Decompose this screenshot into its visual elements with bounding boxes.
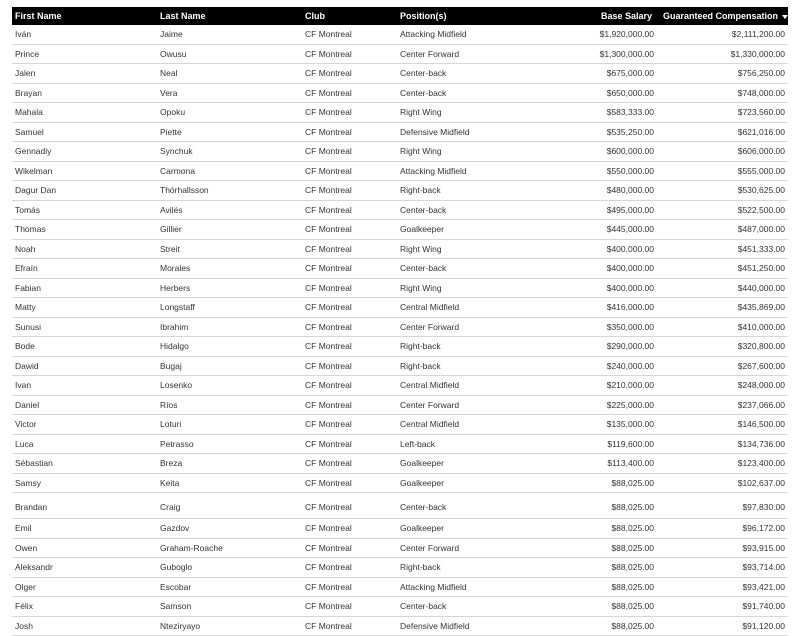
cell-first-name: Samuel (12, 122, 160, 142)
cell-position: Center-back (400, 200, 545, 220)
cell-base-salary: $675,000.00 (545, 64, 654, 84)
cell-guaranteed-compensation: $1,330,000.00 (654, 44, 788, 64)
cell-guaranteed-compensation: $748,000.00 (654, 83, 788, 103)
cell-base-salary: $88,025.00 (545, 493, 654, 519)
cell-position: Center-back (400, 83, 545, 103)
cell-base-salary: $350,000.00 (545, 317, 654, 337)
cell-last-name: Gazdov (160, 519, 305, 539)
cell-position: Attacking Midfield (400, 161, 545, 181)
cell-last-name: Avilés (160, 200, 305, 220)
cell-guaranteed-compensation: $146,500.00 (654, 415, 788, 435)
table-row (12, 395, 788, 415)
cell-guaranteed-compensation: $2,111,200.00 (654, 25, 788, 44)
cell-first-name: Emil (12, 519, 160, 539)
cell-position: Right-back (400, 356, 545, 376)
table-row (12, 83, 788, 103)
cell-first-name: Efraín (12, 259, 160, 279)
cell-club: CF Montreal (305, 103, 400, 123)
cell-base-salary: $1,300,000.00 (545, 44, 654, 64)
table-row (12, 64, 788, 84)
cell-base-salary: $400,000.00 (545, 278, 654, 298)
table-row (12, 220, 788, 240)
cell-last-name: Carmona (160, 161, 305, 181)
cell-first-name: Brandan (12, 493, 160, 519)
cell-first-name: Prince (12, 44, 160, 64)
cell-last-name: Guboglo (160, 558, 305, 578)
table-row (12, 298, 788, 318)
table-row (12, 200, 788, 220)
cell-base-salary: $88,025.00 (545, 519, 654, 539)
cell-first-name: Sunusi (12, 317, 160, 337)
table-row (12, 25, 788, 44)
cell-base-salary: $88,025.00 (545, 616, 654, 636)
cell-guaranteed-compensation: $530,625.00 (654, 181, 788, 201)
cell-first-name: Wikelman (12, 161, 160, 181)
cell-last-name: Losenko (160, 376, 305, 396)
cell-base-salary: $290,000.00 (545, 337, 654, 357)
cell-first-name: Mahala (12, 103, 160, 123)
table-row (12, 473, 788, 493)
cell-base-salary: $119,600.00 (545, 434, 654, 454)
table-row (12, 577, 788, 597)
cell-position: Attacking Midfield (400, 25, 545, 44)
table-header (12, 7, 788, 25)
cell-guaranteed-compensation: $606,000.00 (654, 142, 788, 162)
column-header-position[interactable]: Position(s) (400, 11, 447, 21)
table-row (12, 44, 788, 64)
cell-base-salary: $135,000.00 (545, 415, 654, 435)
cell-base-salary: $88,025.00 (545, 538, 654, 558)
cell-first-name: Matty (12, 298, 160, 318)
cell-first-name: Jalen (12, 64, 160, 84)
cell-guaranteed-compensation: $102,637.00 (654, 473, 788, 493)
cell-first-name: Félix (12, 597, 160, 617)
cell-club: CF Montreal (305, 200, 400, 220)
cell-base-salary: $113,400.00 (545, 454, 654, 474)
cell-position: Goalkeeper (400, 454, 545, 474)
column-header-last-name[interactable]: Last Name (160, 11, 206, 21)
cell-club: CF Montreal (305, 161, 400, 181)
cell-first-name: Aleksandr (12, 558, 160, 578)
cell-position: Right-back (400, 337, 545, 357)
cell-base-salary: $88,025.00 (545, 597, 654, 617)
cell-last-name: Opoku (160, 103, 305, 123)
table-row (12, 597, 788, 617)
cell-guaranteed-compensation: $97,830.00 (654, 493, 788, 519)
table-row (12, 259, 788, 279)
cell-position: Right Wing (400, 278, 545, 298)
column-header-guaranteed-compensation[interactable] (654, 7, 788, 25)
cell-last-name: Jaime (160, 25, 305, 44)
cell-club: CF Montreal (305, 278, 400, 298)
sort-down-icon[interactable] (782, 15, 788, 19)
cell-position: Right Wing (400, 103, 545, 123)
cell-base-salary: $650,000.00 (545, 83, 654, 103)
table-row (12, 103, 788, 123)
cell-first-name: Sébastian (12, 454, 160, 474)
cell-first-name: Luca (12, 434, 160, 454)
cell-position: Defensive Midfield (400, 616, 545, 636)
cell-last-name: Gillier (160, 220, 305, 240)
cell-club: CF Montreal (305, 337, 400, 357)
cell-guaranteed-compensation: $723,560.00 (654, 103, 788, 123)
cell-position: Goalkeeper (400, 519, 545, 539)
cell-last-name: Neal (160, 64, 305, 84)
cell-first-name: Gennadiy (12, 142, 160, 162)
column-header-base-salary[interactable]: Base Salary (600, 11, 652, 21)
table-row (12, 337, 788, 357)
cell-position: Center Forward (400, 395, 545, 415)
cell-position: Center-back (400, 64, 545, 84)
table-row (12, 376, 788, 396)
cell-last-name: Escobar (160, 577, 305, 597)
cell-first-name: Tomás (12, 200, 160, 220)
cell-guaranteed-compensation: $522,500.00 (654, 200, 788, 220)
cell-position: Left-back (400, 434, 545, 454)
cell-first-name: Bode (12, 337, 160, 357)
cell-last-name: Samson (160, 597, 305, 617)
cell-base-salary: $88,025.00 (545, 473, 654, 493)
table-body (12, 25, 788, 636)
cell-guaranteed-compensation: $451,250.00 (654, 259, 788, 279)
cell-guaranteed-compensation: $410,000.00 (654, 317, 788, 337)
cell-guaranteed-compensation: $248,000.00 (654, 376, 788, 396)
cell-base-salary: $480,000.00 (545, 181, 654, 201)
cell-last-name: Morales (160, 259, 305, 279)
cell-base-salary: $88,025.00 (545, 577, 654, 597)
cell-club: CF Montreal (305, 597, 400, 617)
cell-position: Center-back (400, 259, 545, 279)
cell-position: Attacking Midfield (400, 577, 545, 597)
cell-guaranteed-compensation: $93,714.00 (654, 558, 788, 578)
cell-first-name: Noah (12, 239, 160, 259)
cell-last-name: Breza (160, 454, 305, 474)
cell-position: Goalkeeper (400, 220, 545, 240)
cell-base-salary: $535,250.00 (545, 122, 654, 142)
cell-base-salary: $495,000.00 (545, 200, 654, 220)
cell-last-name: Vera (160, 83, 305, 103)
cell-position: Center Forward (400, 317, 545, 337)
cell-last-name: Ibrahim (160, 317, 305, 337)
table-row (12, 454, 788, 474)
cell-first-name: Owen (12, 538, 160, 558)
cell-club: CF Montreal (305, 83, 400, 103)
table-row (12, 181, 788, 201)
cell-club: CF Montreal (305, 317, 400, 337)
cell-club: CF Montreal (305, 259, 400, 279)
cell-club: CF Montreal (305, 44, 400, 64)
cell-first-name: Dagur Dan (12, 181, 160, 201)
cell-guaranteed-compensation: $487,000.00 (654, 220, 788, 240)
cell-last-name: Petrasso (160, 434, 305, 454)
cell-position: Central Midfield (400, 298, 545, 318)
cell-base-salary: $600,000.00 (545, 142, 654, 162)
cell-last-name: Longstaff (160, 298, 305, 318)
cell-club: CF Montreal (305, 181, 400, 201)
cell-club: CF Montreal (305, 122, 400, 142)
cell-first-name: Samsy (12, 473, 160, 493)
table-row (12, 278, 788, 298)
header-row (12, 7, 788, 25)
cell-first-name: Brayan (12, 83, 160, 103)
cell-last-name: Loturi (160, 415, 305, 435)
cell-base-salary: $550,000.00 (545, 161, 654, 181)
table-row (12, 415, 788, 435)
cell-guaranteed-compensation: $621,016.00 (654, 122, 788, 142)
cell-base-salary: $88,025.00 (545, 558, 654, 578)
cell-guaranteed-compensation: $756,250.00 (654, 64, 788, 84)
cell-guaranteed-compensation: $91,120.00 (654, 616, 788, 636)
cell-club: CF Montreal (305, 519, 400, 539)
table-row (12, 434, 788, 454)
cell-club: CF Montreal (305, 558, 400, 578)
cell-guaranteed-compensation: $440,000.00 (654, 278, 788, 298)
cell-last-name: Synchuk (160, 142, 305, 162)
cell-club: CF Montreal (305, 434, 400, 454)
cell-position: Right-back (400, 181, 545, 201)
table-row (12, 538, 788, 558)
cell-position: Defensive Midfield (400, 122, 545, 142)
cell-guaranteed-compensation: $237,066.00 (654, 395, 788, 415)
cell-guaranteed-compensation: $123,400.00 (654, 454, 788, 474)
cell-position: Center Forward (400, 538, 545, 558)
cell-base-salary: $583,333.00 (545, 103, 654, 123)
cell-guaranteed-compensation: $134,736.00 (654, 434, 788, 454)
cell-club: CF Montreal (305, 25, 400, 44)
cell-club: CF Montreal (305, 376, 400, 396)
cell-guaranteed-compensation: $93,421.00 (654, 577, 788, 597)
cell-guaranteed-compensation: $451,333.00 (654, 239, 788, 259)
cell-club: CF Montreal (305, 64, 400, 84)
cell-first-name: Fabian (12, 278, 160, 298)
table-row (12, 558, 788, 578)
cell-last-name: Hidalgo (160, 337, 305, 357)
cell-position: Central Midfield (400, 376, 545, 396)
cell-base-salary: $225,000.00 (545, 395, 654, 415)
cell-position: Right Wing (400, 142, 545, 162)
column-header-first-name[interactable]: First Name (15, 11, 62, 21)
cell-last-name: Piette (160, 122, 305, 142)
cell-club: CF Montreal (305, 454, 400, 474)
cell-first-name: Josh (12, 616, 160, 636)
cell-base-salary: $210,000.00 (545, 376, 654, 396)
cell-club: CF Montreal (305, 239, 400, 259)
cell-last-name: Ríos (160, 395, 305, 415)
cell-position: Center-back (400, 493, 545, 519)
cell-club: CF Montreal (305, 415, 400, 435)
cell-base-salary: $240,000.00 (545, 356, 654, 376)
cell-base-salary: $416,000.00 (545, 298, 654, 318)
cell-position: Central Midfield (400, 415, 545, 435)
cell-last-name: Streit (160, 239, 305, 259)
cell-position: Right Wing (400, 239, 545, 259)
table-row (12, 356, 788, 376)
column-header-club[interactable]: Club (305, 11, 325, 21)
cell-base-salary: $400,000.00 (545, 259, 654, 279)
cell-club: CF Montreal (305, 538, 400, 558)
cell-position: Center Forward (400, 44, 545, 64)
salary-table (12, 7, 788, 636)
cell-first-name: Olger (12, 577, 160, 597)
cell-guaranteed-compensation: $96,172.00 (654, 519, 788, 539)
cell-club: CF Montreal (305, 473, 400, 493)
cell-base-salary: $1,920,000.00 (545, 25, 654, 44)
cell-club: CF Montreal (305, 356, 400, 376)
table-row (12, 317, 788, 337)
cell-club: CF Montreal (305, 220, 400, 240)
cell-club: CF Montreal (305, 616, 400, 636)
cell-first-name: Daniel (12, 395, 160, 415)
cell-last-name: Craig (160, 493, 305, 519)
cell-guaranteed-compensation: $320,800.00 (654, 337, 788, 357)
cell-club: CF Montreal (305, 493, 400, 519)
column-header-guaranteed-compensation-label: Guaranteed Compensation (662, 11, 778, 21)
cell-club: CF Montreal (305, 298, 400, 318)
cell-first-name: Victor (12, 415, 160, 435)
cell-guaranteed-compensation: $555,000.00 (654, 161, 788, 181)
cell-last-name: Keita (160, 473, 305, 493)
cell-base-salary: $445,000.00 (545, 220, 654, 240)
cell-first-name: Dawid (12, 356, 160, 376)
cell-club: CF Montreal (305, 577, 400, 597)
cell-last-name: Owusu (160, 44, 305, 64)
cell-last-name: Thórhallsson (160, 181, 305, 201)
cell-position: Center-back (400, 597, 545, 617)
table-row (12, 142, 788, 162)
table-row (12, 161, 788, 181)
cell-club: CF Montreal (305, 395, 400, 415)
cell-position: Goalkeeper (400, 473, 545, 493)
cell-first-name: Iván (12, 25, 160, 44)
cell-last-name: Graham-Roache (160, 538, 305, 558)
cell-last-name: Nteziryayo (160, 616, 305, 636)
cell-last-name: Herbers (160, 278, 305, 298)
cell-first-name: Thomas (12, 220, 160, 240)
cell-guaranteed-compensation: $435,869.00 (654, 298, 788, 318)
cell-club: CF Montreal (305, 142, 400, 162)
table-row (12, 239, 788, 259)
cell-first-name: Ivan (12, 376, 160, 396)
cell-base-salary: $400,000.00 (545, 239, 654, 259)
cell-guaranteed-compensation: $91,740.00 (654, 597, 788, 617)
table-row (12, 493, 788, 519)
cell-last-name: Bugaj (160, 356, 305, 376)
cell-position: Right-back (400, 558, 545, 578)
cell-guaranteed-compensation: $267,600.00 (654, 356, 788, 376)
salary-table-container (12, 7, 786, 636)
cell-guaranteed-compensation: $93,915.00 (654, 538, 788, 558)
table-row (12, 519, 788, 539)
table-row (12, 122, 788, 142)
